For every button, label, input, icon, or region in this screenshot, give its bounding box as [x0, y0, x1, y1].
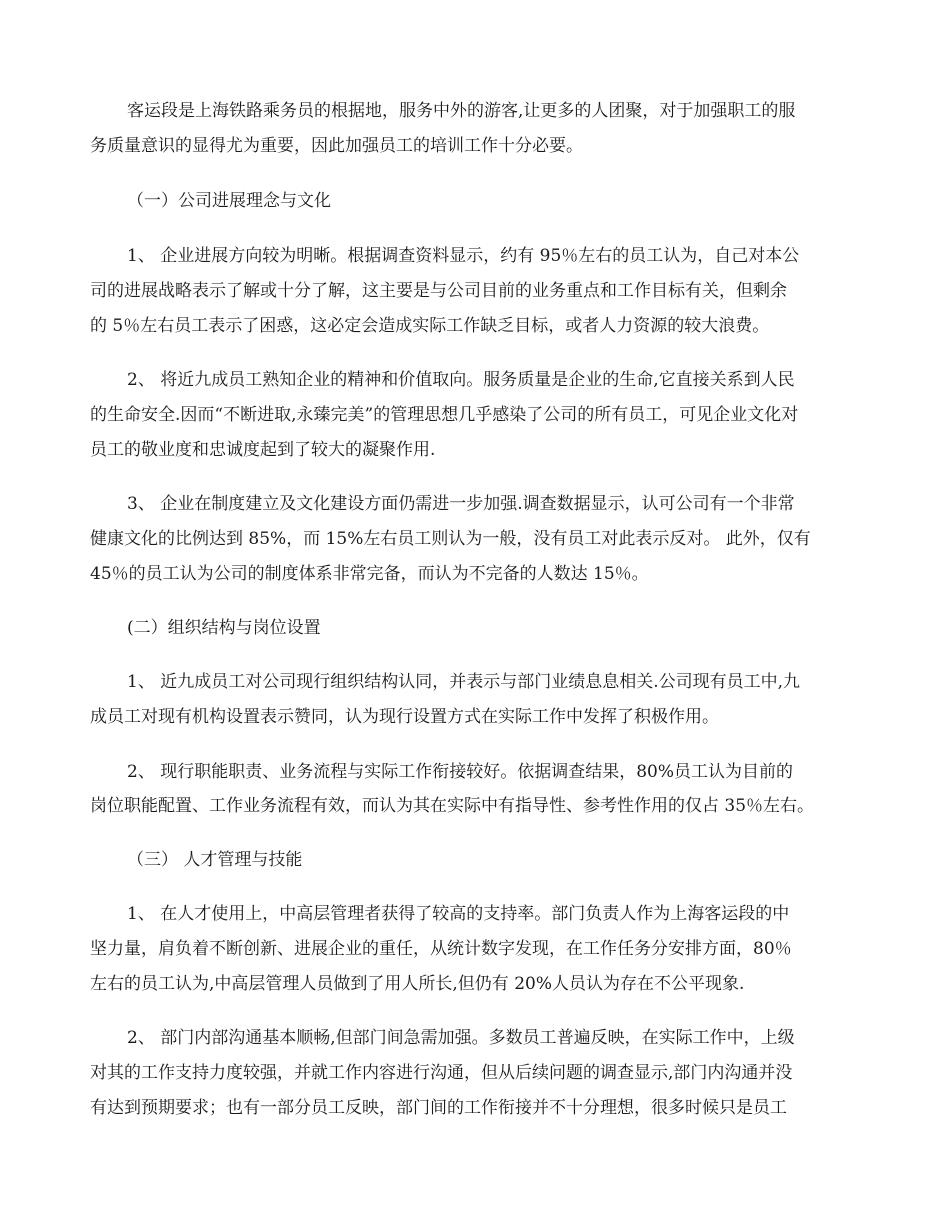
body-text-line: 的生命安全.因而“不断进取,永臻完美”的管理思想几乎感染了公司的所有员工，可见企业文化对 — [90, 405, 799, 425]
section-heading: （一）公司进展理念与文化 — [127, 191, 331, 211]
body-text-line: 1、 在人才使用上，中高层管理者获得了较高的支持率。部门负责人作为上海客运段的中 — [127, 904, 790, 924]
body-text-line: 岗位职能配置、工作业务流程有效，而认为其在实际中有指导性、参考性作用的仅占 35％左右。 — [90, 796, 815, 816]
body-text-line: 成员工对现有机构设置表示赞同，认为现行设置方式在实际工作中发挥了积极作用。 — [90, 707, 719, 727]
body-text-line: 有达到预期要求；也有一部分员工反映，部门间的工作衔接并不十分理想，很多时候只是员工 — [90, 1098, 787, 1118]
body-text-line: 2、 现行职能职责、业务流程与实际工作衔接较好。依据调查结果，80%员工认为目前的 — [127, 762, 794, 782]
body-text-line: 员工的敬业度和忠诚度起到了较大的凝聚作用. — [90, 440, 436, 460]
section-heading: （三） 人才管理与技能 — [127, 850, 303, 870]
body-text-line: 1、 企业进展方向较为明晰。根据调查资料显示，约有 95％左右的员工认为，自己对本公 — [127, 246, 800, 266]
body-text-line: 司的进展战略表示了解或十分了解，这主要是与公司目前的业务重点和工作目标有关，但剩余 — [90, 281, 787, 301]
body-text-line: 坚力量，肩负着不断创新、进展企业的重任，从统计数字发现，在工作任务分安排方面，80％ — [90, 939, 792, 959]
body-text-line: 客运段是上海铁路乘务员的根据地，服务中外的游客,让更多的人团聚，对于加强职工的服 — [127, 101, 796, 121]
body-text-line: 3、 企业在制度建立及文化建设方面仍需进一步加强.调查数据显示，认可公司有一个非常 — [127, 494, 795, 514]
body-text-line: 健康文化的比例达到 85%，而 15%左右员工则认为一般，没有员工对此表示反对。 此外，仅有 — [90, 529, 811, 549]
body-text-line: 45％的员工认为公司的制度体系非常完备，而认为不完备的人数达 15％。 — [90, 564, 649, 584]
body-text-line: 2、 部门内部沟通基本顺畅,但部门间急需加强。多数员工普遍反映，在实际工作中，上级 — [127, 1028, 795, 1048]
section-heading: (二）组织结构与岗位设置 — [127, 618, 321, 638]
body-text-line: 左右的员工认为,中高层管理人员做到了用人所长,但仍有 20%人员认为存在不公平现象. — [90, 974, 745, 994]
body-text-line: 2、 将近九成员工熟知企业的精神和价值取向。服务质量是企业的生命,它直接关系到人民 — [127, 370, 795, 390]
body-text-line: 对其的工作支持力度较强，并就工作内容进行沟通，但从后续问题的调查显示,部门内沟通并没 — [90, 1063, 793, 1083]
body-text-line: 的 5％左右员工表示了困惑，这必定会造成实际工作缺乏目标，或者人力资源的较大浪费。 — [90, 316, 770, 336]
body-text-line: 务质量意识的显得尤为重要，因此加强员工的培训工作十分必要。 — [90, 136, 583, 156]
body-text-line: 1、 近九成员工对公司现行组织结构认同，并表示与部门业绩息息相关.公司现有员工中,九 — [127, 672, 801, 692]
